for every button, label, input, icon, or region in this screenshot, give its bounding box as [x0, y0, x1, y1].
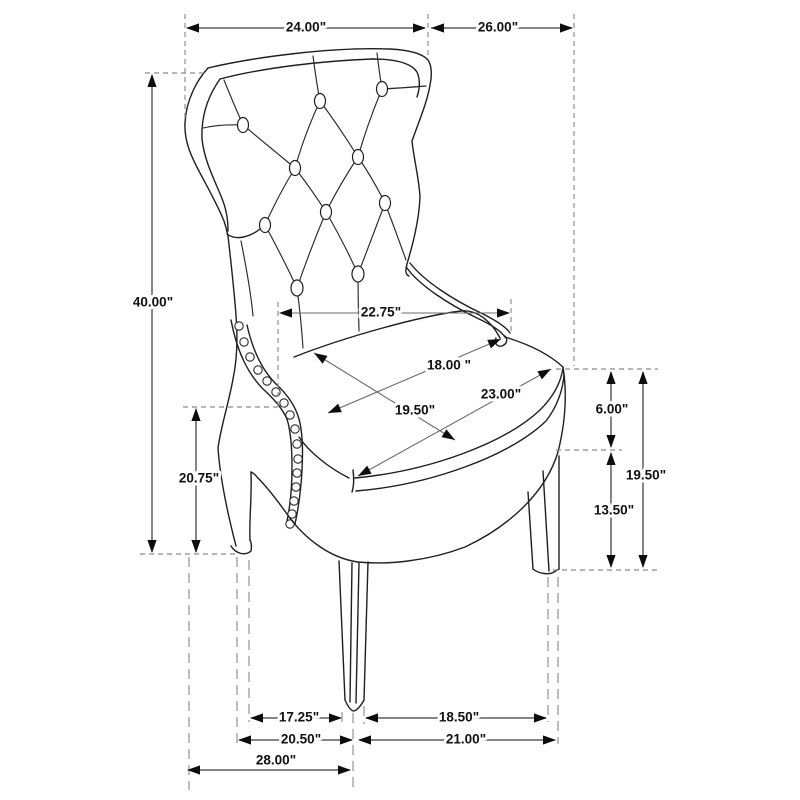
dimension-label-base-side-width: 21.00": [445, 731, 487, 747]
arrowhead: [638, 371, 647, 384]
wing-inner-edge: [202, 79, 228, 231]
dimension-top-width: [186, 20, 426, 35]
dimension-label-seat-back-width: 18.00 ": [427, 357, 471, 373]
arrowhead: [606, 452, 615, 465]
wing-bottom-arc: [227, 229, 260, 238]
arrowhead: [279, 308, 292, 317]
side-panel-seam: [241, 241, 253, 316]
dimension-label-overall-height: 40.00": [132, 294, 174, 310]
left-arm-nailhead-trim: [231, 320, 303, 528]
arrowhead: [431, 23, 444, 32]
dimension-base-side-width: [358, 732, 556, 747]
arrowhead: [358, 735, 371, 744]
arrowhead: [312, 349, 328, 364]
seat-back-right-edge: [505, 337, 563, 367]
dimension-label-seat-depth: 19.50": [394, 402, 436, 418]
right-arm-scroll: [407, 263, 510, 346]
dimension-base-front-width: [238, 732, 353, 747]
seat-right-side: [558, 367, 565, 452]
arrowhead: [606, 555, 615, 568]
seat-left-edge: [299, 437, 349, 478]
legs: [231, 456, 559, 711]
arrowhead: [543, 735, 556, 744]
dimension-seat-height: [626, 371, 666, 568]
arrowhead: [365, 713, 378, 722]
dimension-top-depth: [431, 20, 573, 35]
arm-piping-a: [407, 268, 505, 337]
dimension-label-front-leg-span: 17.25": [278, 709, 320, 725]
front-leg: [339, 561, 368, 711]
dimension-label-seat-edge-height: 6.00": [595, 401, 629, 417]
arrowhead: [191, 540, 200, 553]
arrowhead: [606, 371, 615, 384]
arrowhead: [329, 713, 342, 722]
dimension-overall-height: [133, 74, 173, 553]
front-right-leg: [528, 456, 559, 574]
dimension-label-seat-height: 19.50": [625, 467, 667, 483]
nailhead-band-outer: [231, 320, 292, 521]
arrowhead: [186, 23, 199, 32]
dimension-label-top-depth: 26.00": [477, 19, 519, 35]
dimension-label-between-arms-width: 22.75": [360, 304, 402, 320]
dimension-label-side-leg-span: 18.50": [438, 709, 480, 725]
arrowhead: [537, 365, 553, 379]
chair-back-outline: [185, 49, 431, 546]
back-inner-roll: [220, 59, 419, 97]
arrowhead: [338, 765, 351, 774]
arrowhead: [191, 408, 200, 421]
seat: [251, 311, 565, 563]
dimension-base-depth: [187, 753, 351, 775]
arrowhead: [606, 435, 615, 448]
dimension-label-base-depth: 28.00": [255, 752, 297, 768]
arrowhead: [147, 540, 156, 553]
dimension-label-arm-height: 20.75": [178, 470, 220, 486]
arrowhead: [560, 23, 573, 32]
arrowhead: [340, 735, 353, 744]
seat-corner-crease: [352, 470, 354, 492]
dimensions: [133, 20, 666, 775]
back-left-leg: [231, 472, 251, 554]
arrowhead: [442, 429, 458, 444]
arrowhead: [497, 308, 510, 317]
arrowhead: [413, 23, 426, 32]
dimension-label-base-front-width: 20.50": [280, 731, 322, 747]
arrowhead: [326, 404, 342, 418]
nailhead-studs: [235, 322, 302, 528]
dimension-label-top-width: 24.00": [285, 19, 327, 35]
dimension-label-seat-diagonal: 23.00": [480, 386, 522, 402]
arrowhead: [638, 555, 647, 568]
dimension-front-leg-span: [250, 710, 342, 725]
dimension-label-leg-height: 13.50": [593, 502, 635, 518]
arm-piping-b: [410, 263, 510, 333]
arrowhead: [238, 735, 251, 744]
front-leg-foot: [345, 700, 364, 711]
dimension-seat-edge-height: [596, 371, 629, 448]
chair-drawing: [185, 49, 565, 711]
dimension-side-leg-span: [365, 710, 547, 725]
seat-front-edge-upper: [355, 368, 563, 478]
dimension-arm-height: [179, 408, 219, 553]
arrowhead: [250, 713, 263, 722]
arrowhead: [534, 713, 547, 722]
arrowhead: [147, 74, 156, 87]
